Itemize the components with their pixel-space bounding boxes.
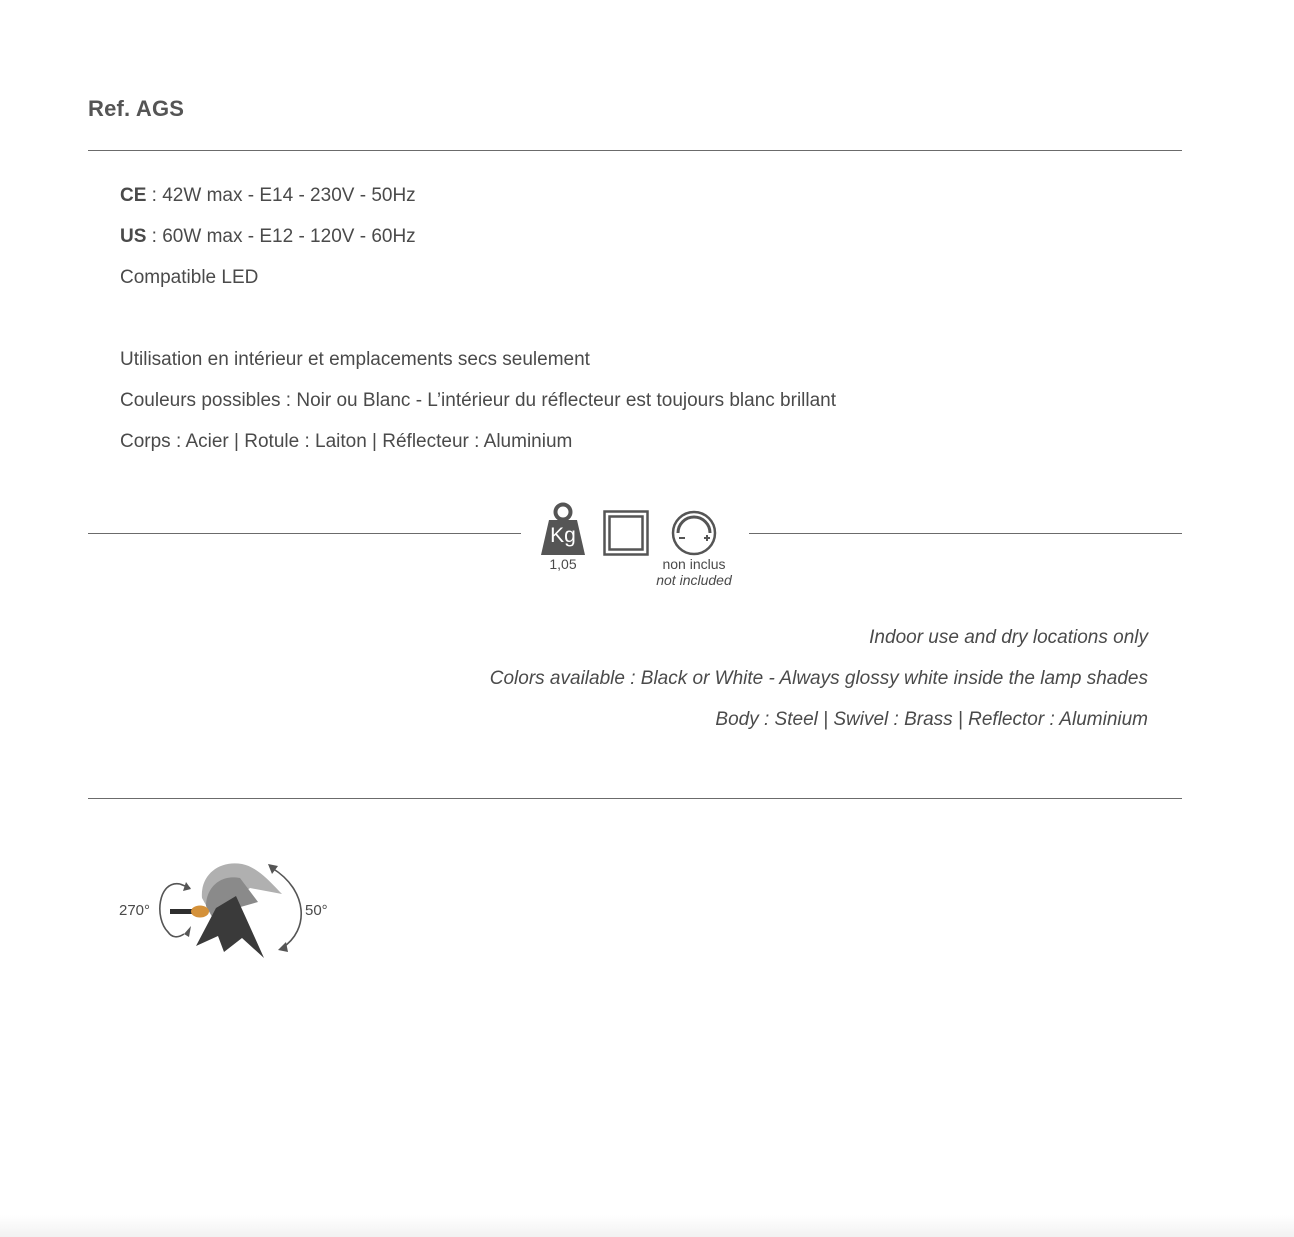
weight-icon <box>540 502 586 556</box>
page-bottom-edge <box>0 1215 1294 1237</box>
spec-ce-label: CE <box>120 185 147 206</box>
product-reference-title: Ref. AGS <box>88 96 185 121</box>
spec-usage-en: Indoor use and dry locations only <box>869 627 1148 648</box>
rotation-horizontal-label: 270° <box>119 902 151 919</box>
dimmer-icon <box>670 510 718 556</box>
spec-us-value: : 60W max - E12 - 120V - 60Hz <box>146 226 416 247</box>
spec-us-line <box>120 226 416 248</box>
divider-bottom <box>88 798 1182 799</box>
divider-middle-right <box>749 533 1182 534</box>
weight-unit-label: Kg <box>550 524 576 547</box>
spec-ce-line <box>120 185 416 207</box>
spec-materials-fr: Corps : Acier | Rotule : Laiton | Réflecteur : Aluminium <box>120 431 573 452</box>
divider-top <box>88 150 1182 151</box>
vertical-rotation-arrow <box>272 868 301 948</box>
spec-colors-fr: Couleurs possibles : Noir ou Blanc - L’intérieur du réflecteur est toujours blanc brillant <box>120 390 837 411</box>
dimmer-not-included-fr: non inclus <box>662 556 726 572</box>
spec-led-compatible: Compatible LED <box>120 267 259 288</box>
dimmer-not-included-en: not included <box>656 572 732 588</box>
spec-ce-value: : 42W max - E14 - 230V - 50Hz <box>146 185 416 206</box>
spec-materials-en: Body : Steel | Swivel : Brass | Reflector : Aluminium <box>715 709 1148 730</box>
brass-swivel <box>191 906 209 918</box>
spec-usage-fr: Utilisation en intérieur et emplacements secs seulement <box>120 349 590 370</box>
rotation-vertical-label: 50° <box>305 902 328 919</box>
lamp-rotation-diagram <box>150 858 305 962</box>
spec-us-label: US <box>120 226 147 247</box>
divider-middle-left <box>88 533 521 534</box>
mounting-square-icon <box>603 510 649 556</box>
spec-colors-en: Colors available : Black or White - Always glossy white inside the lamp shades <box>489 668 1148 689</box>
weight-value: 1,05 <box>549 556 577 572</box>
